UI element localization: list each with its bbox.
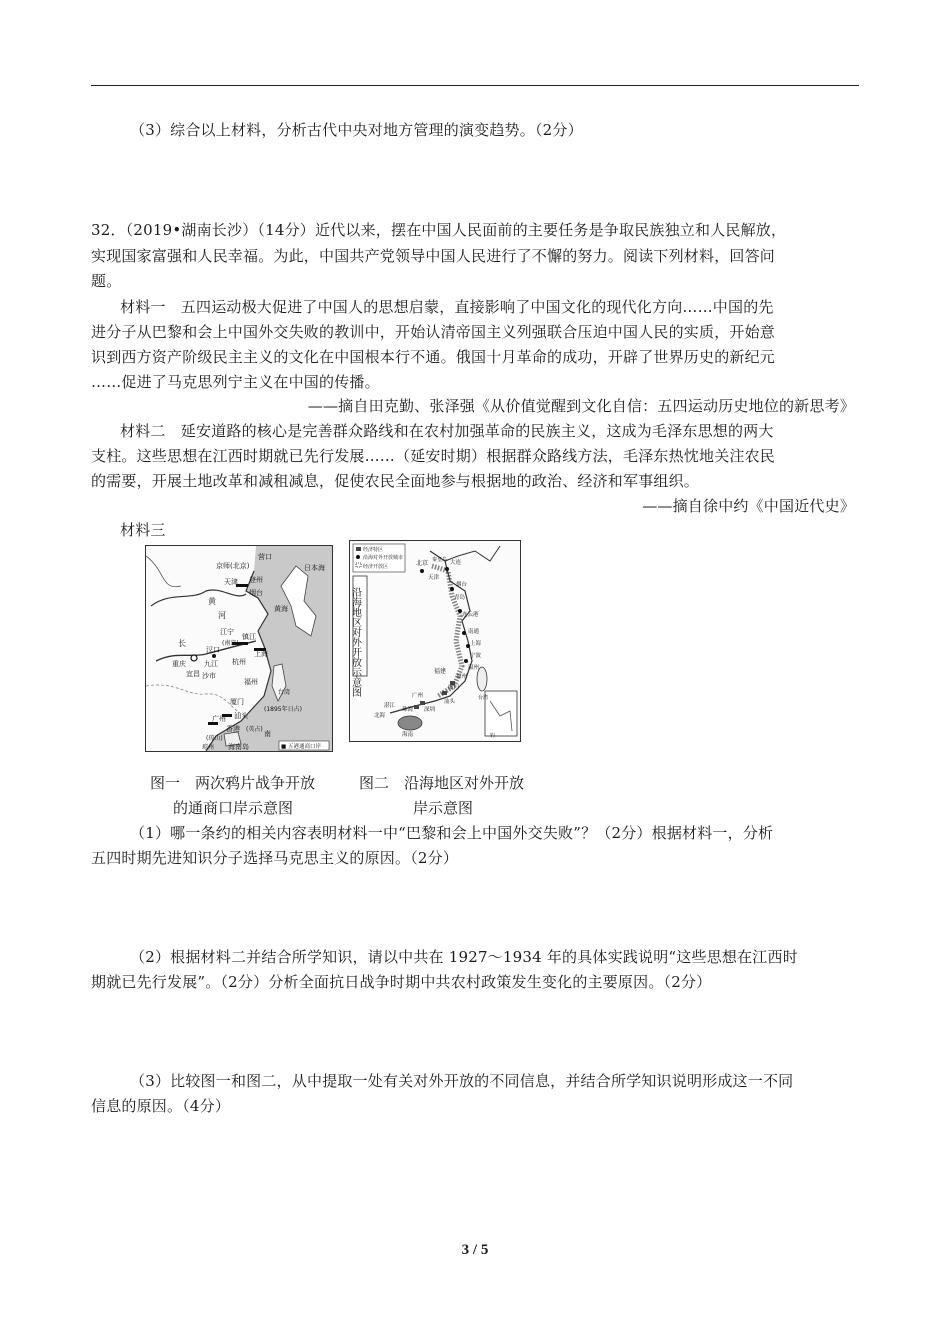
svg-text:温州: 温州	[468, 665, 480, 671]
svg-text:经济特区: 经济特区	[363, 547, 384, 553]
svg-text:重庆: 重庆	[172, 660, 186, 668]
question-32-intro-line: 实现国家富强和人民幸福。为此，中国共产党领导中国人民进行了不懈的努力。阅读下列材料，回答问	[91, 247, 776, 265]
map-opium-war-ports-drawing	[146, 546, 332, 751]
question-31-part-3: （3）综合以上材料，分析古代中央对地方管理的演变趋势。（2分）	[130, 121, 583, 139]
svg-text:香港: 香港	[226, 725, 240, 733]
svg-text:秦皇岛: 秦皇岛	[432, 557, 448, 563]
svg-text:(琼山): (琼山)	[206, 735, 223, 742]
svg-text:青岛: 青岛	[454, 595, 466, 601]
material-3-label: 材料三	[120, 521, 166, 539]
svg-text:汕头: 汕头	[444, 699, 456, 705]
svg-text:江宁: 江宁	[220, 628, 234, 636]
svg-text:福州: 福州	[456, 674, 468, 680]
svg-text:宁波: 宁波	[470, 653, 482, 659]
svg-text:营口: 营口	[258, 553, 272, 561]
svg-text:河: 河	[218, 611, 226, 620]
svg-text:黄: 黄	[208, 597, 216, 606]
svg-text:(南京): (南京)	[222, 640, 239, 647]
figure-1-caption: 图一 两次鸦片战争开放	[150, 774, 316, 792]
svg-text:南: 南	[264, 730, 271, 738]
question-32-part-1: （1）哪一条约的相关内容表明材料一中“巴黎和会上中国外交失败”？（2分）根据材料一，分析	[130, 824, 774, 842]
svg-text:长: 长	[178, 639, 186, 648]
svg-text:南通: 南通	[468, 629, 480, 635]
map-2-title: 沿海地区对外开放示意图	[350, 587, 361, 697]
svg-text:台湾: 台湾	[478, 695, 489, 701]
svg-text:登州: 登州	[249, 576, 263, 584]
svg-text:汉口: 汉口	[206, 646, 220, 654]
map-coastal-opening	[349, 540, 521, 742]
material-2-line: 支柱。这些思想在江西时期就已先行发展……（延安时期）根据群众路线方法，毛泽东热忱地关注农民	[91, 447, 776, 465]
question-32-part-2: 期就已先行发展”。（2分）分析全面抗日战争时期中共农村政策发生变化的主要原因。（2分）	[91, 973, 712, 991]
material-1-line: 识到西方资产阶级民主主义的文化在中国根本行不通。俄国十月革命的成功，开辟了世界历史的新纪元	[91, 348, 776, 366]
figure-2-caption: 岸示意图	[413, 799, 474, 817]
svg-text:连云港: 连云港	[462, 612, 479, 618]
svg-text:厦门: 厦门	[448, 685, 460, 691]
svg-text:■ 五港通商口岸: ■ 五港通商口岸	[281, 744, 321, 750]
svg-text:九江: 九江	[204, 660, 218, 668]
question-32-part-2: （2）根据材料二并结合所学知识，请以中共在 1927～1934 年的具体实践说明“这些思想在江西时	[130, 948, 798, 966]
svg-text:上海: 上海	[470, 641, 482, 647]
svg-text:(1895年日占): (1895年日占)	[264, 706, 302, 713]
question-32-part-1: 五四时期先进知识分子选择马克思主义的原因。（2分）	[91, 849, 459, 867]
map-coastal-opening-drawing	[350, 541, 520, 741]
svg-text:天津: 天津	[224, 578, 238, 586]
map-opium-war-ports	[145, 545, 333, 752]
material-1-line: 进分子从巴黎和会上中国外交失败的教训中，开始认清帝国主义列强联合压迫中国人民的实质，开始意	[91, 323, 776, 341]
material-2-source: ——摘自徐中约《中国近代史》	[642, 497, 855, 515]
svg-text:(英占): (英占)	[246, 726, 263, 733]
svg-text:宜昌: 宜昌	[186, 670, 200, 678]
svg-text:深圳: 深圳	[424, 707, 436, 713]
svg-text:大连: 大连	[450, 560, 462, 566]
svg-text:北海: 北海	[374, 713, 386, 719]
svg-text:琼州: 琼州	[202, 744, 215, 751]
svg-text:厦门: 厦门	[230, 698, 244, 706]
question-32-part-3: （3）比较图一和图二，从中提取一处有关对外开放的不同信息，并结合所学知识说明形成这一不同	[130, 1072, 794, 1090]
svg-text:杭州: 杭州	[232, 658, 246, 666]
svg-text:海南岛: 海南岛	[228, 743, 249, 751]
svg-text:上海: 上海	[254, 650, 268, 658]
svg-text:广州: 广州	[412, 693, 424, 699]
material-1-line: 材料一 五四运动极大促进了中国人的思想启蒙，直接影响了中国文化的现代化方向……中国的先	[120, 298, 774, 316]
svg-text:沙市: 沙市	[202, 672, 216, 680]
svg-text:福州: 福州	[244, 678, 258, 686]
svg-text:日本海: 日本海	[304, 564, 325, 572]
material-1-source: ——摘自田克勤、张泽强《从价值觉醒到文化自信：五四运动历史地位的新思考》	[307, 397, 855, 415]
figure-1-caption: 的通商口岸示意图	[173, 799, 294, 817]
svg-text:台湾: 台湾	[278, 689, 291, 696]
svg-text:福建: 福建	[434, 668, 447, 675]
figure-2-caption: 图二 沿海地区对外开放	[359, 774, 525, 792]
svg-text:镇江: 镇江	[242, 633, 256, 641]
svg-text:经济开放区: 经济开放区	[363, 564, 389, 570]
question-32-intro-line: 32．（2019•湖南长沙）（14分）近代以来，摆在中国人民面前的主要任务是争取民族独立和人民解放，	[91, 221, 787, 239]
page-number: 3 / 5	[461, 1242, 489, 1258]
svg-text:烟台: 烟台	[456, 582, 468, 588]
header-rule	[91, 85, 859, 86]
material-2-line: 材料二 延安道路的核心是完善群众路线和在农村加强革命的民族主义，这成为毛泽东思想的两大	[120, 422, 774, 440]
svg-text:烟台: 烟台	[249, 589, 263, 597]
svg-text:珠海: 珠海	[402, 707, 414, 713]
svg-text:广州: 广州	[212, 715, 226, 723]
material-2-line: 的需要，开展土地改革和减租减息，促使农民全面地参与根据地的政治、经济和军事组织。	[91, 472, 700, 490]
question-32-part-3: 信息的原因。（4分）	[91, 1097, 231, 1115]
svg-text:湛江: 湛江	[384, 703, 396, 709]
svg-text:黄海: 黄海	[274, 605, 288, 613]
question-32-intro-line: 题。	[91, 272, 122, 290]
svg-text:京师(北京): 京师(北京)	[216, 562, 250, 570]
svg-text:天津: 天津	[428, 575, 440, 581]
svg-text:汕头: 汕头	[234, 712, 248, 720]
svg-text:海南: 海南	[402, 732, 414, 738]
svg-text:钓: 钓	[490, 733, 496, 739]
svg-text:北京: 北京	[416, 560, 429, 567]
material-1-line: ……促进了马克思列宁主义在中国的传播。	[91, 373, 380, 391]
svg-text:沿海对外开放城市: 沿海对外开放城市	[363, 555, 404, 561]
